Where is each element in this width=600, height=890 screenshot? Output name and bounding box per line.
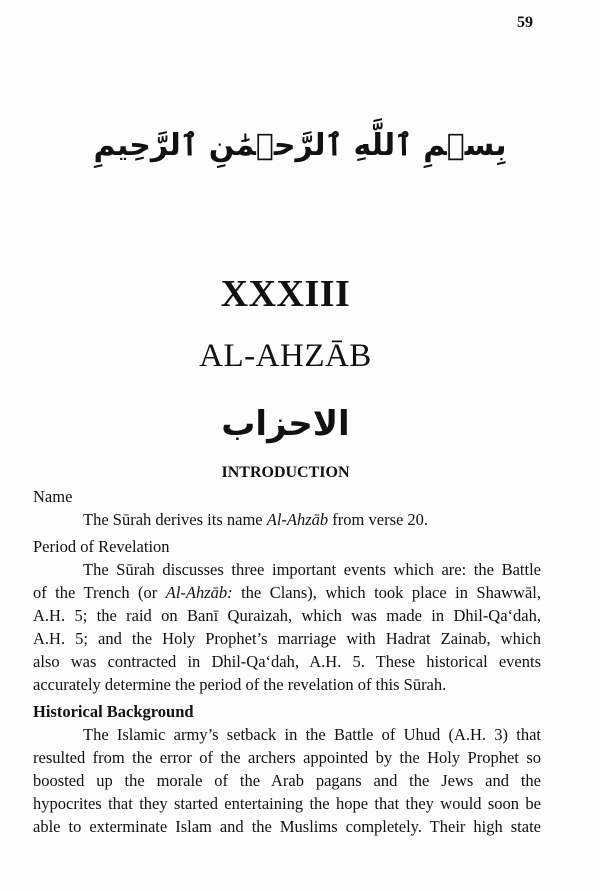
text-line bbox=[33, 581, 541, 604]
section-heading-historical: Historical Background bbox=[33, 702, 194, 721]
text-line: A.H. 5; and the Holy Prophet’s marriage with Hadrat Zainab, which bbox=[33, 629, 541, 648]
text-line: hypocrites that they started entertaining the hope that they would soon be bbox=[33, 794, 541, 813]
italic-term: Al-Ahzāb: bbox=[165, 583, 233, 602]
text-segment: of the Trench (or bbox=[33, 583, 166, 602]
page-number: 59 bbox=[517, 14, 533, 31]
bismillah-calligraphy: بِسۡمِ ٱللَّهِ ٱلرَّحۡمَٰنِ ٱلرَّحِيمِ bbox=[93, 128, 507, 163]
text-line: boosted up the morale of the Arab pagans and the Jews and the bbox=[33, 771, 541, 790]
section-heading-period: Period of Revelation bbox=[33, 537, 170, 556]
text-line: accurately determine the period of the revelation of this Sūrah. bbox=[33, 675, 447, 694]
paragraph-period bbox=[33, 558, 541, 696]
text-segment: the Clans), which took place in Shawwāl, bbox=[232, 583, 542, 602]
text-line: The Islamic army’s setback in the Battle of Uhud (A.H. 3) that bbox=[83, 725, 541, 744]
text-segment: from verse 20. bbox=[328, 510, 429, 529]
text-line: able to exterminate Islam and the Muslims completely. Their high state bbox=[33, 817, 541, 836]
paragraph-historical bbox=[33, 723, 541, 838]
section-heading-name: Name bbox=[33, 487, 73, 506]
text-line: resulted from the error of the archers appointed by the Holy Prophet so bbox=[33, 748, 541, 767]
italic-term: Al-Ahzāb bbox=[266, 510, 329, 529]
surah-name-arabic: الاحزاب bbox=[221, 404, 350, 444]
body-text bbox=[33, 485, 541, 842]
paragraph-name bbox=[33, 508, 541, 531]
text-line bbox=[33, 508, 541, 531]
introduction-heading: INTRODUCTION bbox=[221, 464, 350, 481]
surah-number: XXXIII bbox=[220, 273, 351, 315]
text-line: The Sūrah discusses three important events which are: the Battle bbox=[83, 560, 541, 579]
text-segment: The Sūrah derives its name bbox=[83, 510, 267, 529]
text-line: A.H. 5; the raid on Banī Quraizah, which was made in Dhil-Qa‘dah, bbox=[33, 606, 541, 625]
surah-name: AL-AHZĀB bbox=[199, 338, 372, 374]
text-line: also was contracted in Dhil-Qa‘dah, A.H. 5. These historical events bbox=[33, 652, 541, 671]
